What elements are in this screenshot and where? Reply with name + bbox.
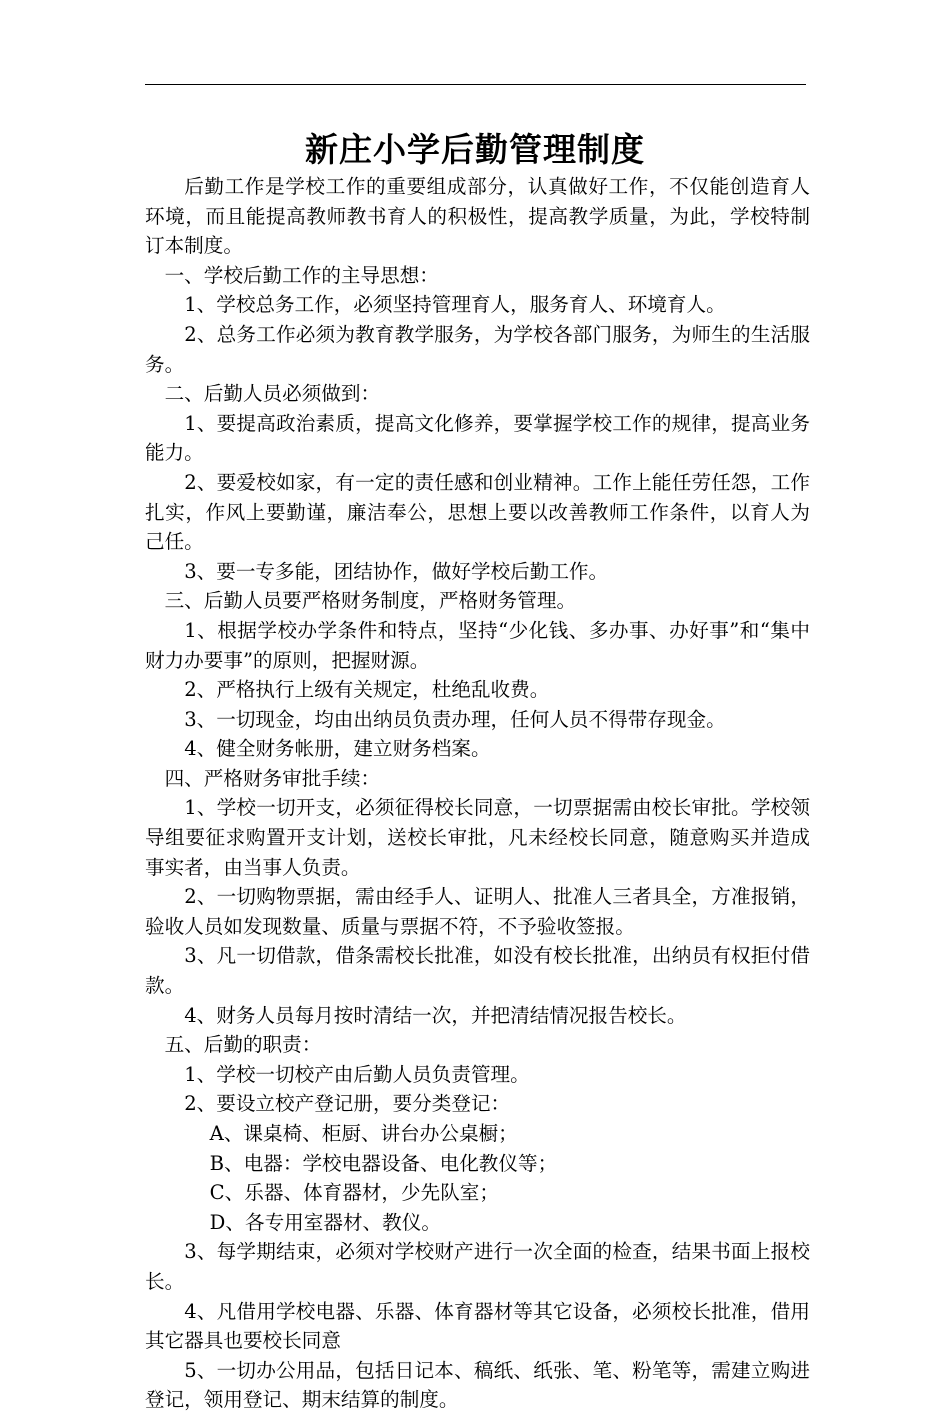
section-heading: 一、学校后勤工作的主导思想： (164, 263, 439, 287)
list-item: 2、一切购物票据，需由经手人、证明人、批准人三者具全，方准报销，验收人员如发现数量、质量与票据不符，不予验收签报。 (145, 885, 810, 938)
list-item: 1、根据学校办学条件和特点，坚持“少化钱、多办事、办好事”和“集中财力办要事”的原则，把握财源。 (145, 618, 810, 672)
list-item: 1、学校一切校产由后勤人员负责管理。 (184, 1062, 530, 1086)
list-item: 3、一切现金，均由出纳员负责办理，任何人员不得带存现金。 (184, 707, 726, 731)
list-item: 2、要爱校如家，有一定的责任感和创业精神。工作上能任劳任怨，工作扎实，作风上要勤谨，廉洁奉公，思想上要以改善教师工作条件，以育人为己任。 (145, 470, 810, 554)
header-rule (145, 84, 806, 85)
list-item: 2、要设立校产登记册，要分类登记： (184, 1092, 511, 1116)
list-item: 2、总务工作必须为教育教学服务，为学校各部门服务，为师生的生活服务。 (145, 322, 810, 376)
section-heading: 二、后勤人员必须做到： (164, 382, 381, 406)
section-heading: 五、后勤的职责： (164, 1033, 322, 1057)
list-item: 1、学校总务工作，必须坚持管理育人，服务育人、环境育人。 (184, 293, 726, 317)
list-item: 3、要一专多能，团结协作，做好学校后勤工作。 (184, 559, 609, 583)
section-heading: 四、严格财务审批手续： (164, 766, 381, 790)
list-item: 1、学校一切开支，必须征得校长同意，一切票据需由校长审批。学校领导组要征求购置开支计划，送校长审批，凡未经校长同意，随意购买并造成事实者，由当事人负责。 (145, 796, 810, 879)
intro-paragraph: 后勤工作是学校工作的重要组成部分，认真做好工作，不仅能创造育人环境，而且能提高教师教书育人的积极性，提高教学质量，为此，学校特制订本制度。 (145, 175, 810, 258)
sub-list-item: A、课桌椅、柜厨、讲台办公桌橱； (209, 1122, 518, 1145)
list-item: 1、要提高政治素质，提高文化修养，要掌握学校工作的规律，提高业务能力。 (145, 411, 810, 465)
list-item: 4、财务人员每月按时清结一次，并把清结情况报告校长。 (184, 1003, 687, 1027)
list-item: 4、凡借用学校电器、乐器、体育器材等其它设备，必须校长批准，借用其它器具也要校长同意 (145, 1299, 810, 1353)
section-heading: 三、后勤人员要严格财务制度，严格财务管理。 (164, 589, 577, 613)
sub-list-item: B、电器：学校电器设备、电化教仪等； (209, 1151, 558, 1175)
sub-list-item: C、乐器、体育器材，少先队室； (209, 1181, 499, 1205)
document-title: 新庄小学后勤管理制度 (305, 130, 645, 169)
document-body (145, 172, 810, 1415)
list-item: 3、凡一切借款，借条需校长批准，如没有校长批准，出纳员有权拒付借款。 (145, 944, 810, 998)
sub-list-item: D、各专用室器材、教仪。 (209, 1210, 441, 1234)
list-item: 4、健全财务帐册，建立财务档案。 (184, 737, 491, 761)
list-item: 2、严格执行上级有关规定，杜绝乱收费。 (184, 678, 550, 702)
list-item: 5、一切办公用品，包括日记本、稿纸、纸张、笔、粉笔等，需建立购进登记，领用登记、期末结算的制度。 (145, 1358, 810, 1412)
list-item: 3、每学期结束，必须对学校财产进行一次全面的检查，结果书面上报校长。 (145, 1240, 810, 1293)
